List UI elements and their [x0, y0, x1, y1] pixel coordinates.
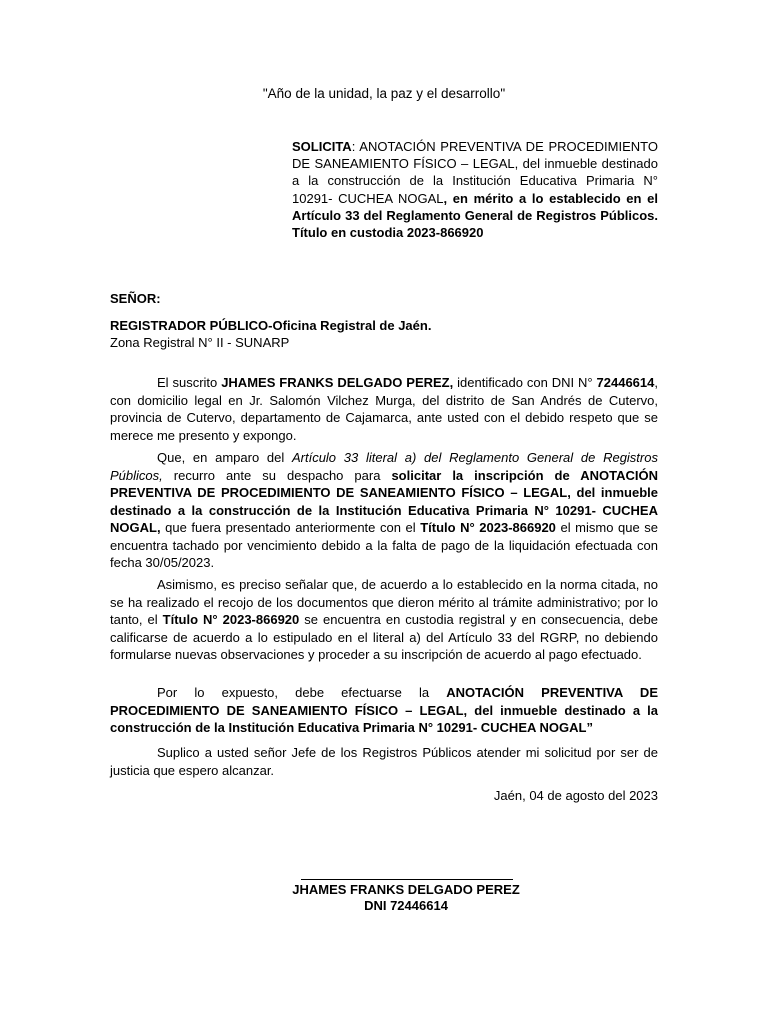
place-date: Jaén, 04 de agosto del 2023	[493, 788, 658, 803]
registrar-title: REGISTRADOR PÚBLICO-Oficina Registral de Jaén.	[110, 318, 432, 333]
p2-legal-reference: Artículo 33 literal a) del Reglamento General de Registros Públicos,	[110, 450, 658, 483]
p1-text-c: , con domicilio legal en Jr. Salomón Vilchez Murga, del distrito de San Andrés de Cutervo, provincia de Cutervo, departamento de Cajamarca, ante usted con el debido respeto que se merece me presento y expongo.	[110, 375, 658, 443]
signer-name: JHAMES FRANKS DELGADO PEREZ	[292, 882, 520, 897]
addressee-block	[110, 317, 658, 351]
solicita-legal-basis: , en mérito a lo establecido en el Artículo 33 del Reglamento General de Registros Públicos. Título en custodia 2023-866920	[292, 190, 658, 241]
p3-text-b: se encuentra en custodia registral y en consecuencia, debe calificarse de acuerdo a lo estipulado en el literal a) del Artículo 33 del RGRP, no debiendo formularse nuevas observaciones y proceder a su inscripción de acuerdo al pago efectuado.	[110, 612, 658, 662]
paragraph-3	[110, 576, 658, 664]
paragraph-5: Suplico a usted señor Jefe de los Registros Públicos atender mi solicitud por ser de justicia que espero alcanzar.	[110, 745, 658, 778]
year-motto: "Año de la unidad, la paz y el desarrollo"	[262, 86, 506, 101]
p1-text-b: identificado con DNI N°	[453, 375, 597, 390]
paragraph-1	[110, 374, 658, 444]
solicita-label: SOLICITA	[292, 139, 352, 154]
p3-titulo-number: Título N° 2023-866920	[162, 612, 300, 627]
signature-line	[301, 879, 513, 880]
signer-dni: DNI 72446614	[364, 898, 448, 913]
p2-titulo-number: Título N° 2023-866920	[420, 520, 556, 535]
applicant-dni: 72446614	[596, 375, 655, 390]
solicita-text: : ANOTACIÓN PREVENTIVA DE PROCEDIMIENTO DE SANEAMIENTO FÍSICO – LEGAL, del inmueble destinado a la construcción de la Institución Educativa Primaria N° 10291- CUCHEA NOGAL	[292, 139, 658, 206]
p2-text-a: Que, en amparo del	[157, 450, 292, 465]
applicant-name: JHAMES FRANKS DELGADO PEREZ,	[221, 375, 454, 390]
p4-text-a: Por lo expuesto, debe efectuarse la	[157, 685, 447, 700]
paragraph-4	[110, 684, 658, 737]
signature-block	[0, 882, 768, 914]
registral-zone: Zona Registral N° II - SUNARP	[110, 335, 290, 350]
p2-text-b: recurro ante su despacho para	[162, 467, 392, 483]
p4-request: ANOTACIÓN PREVENTIVA DE PROCEDIMIENTO DE SANEAMIENTO FÍSICO – LEGAL, del inmueble destinado a la construcción de la Institución Educativa Primaria N° 10291- CUCHEA NOGAL”	[110, 685, 658, 735]
paragraph-2	[110, 449, 658, 572]
solicita-block	[292, 138, 658, 241]
p2-request: solicitar la inscripción de ANOTACIÓN PREVENTIVA DE PROCEDIMIENTO DE SANEAMIENTO FÍSICO – LEGAL, del inmueble destinado a la construcción de la Institución Educativa Primaria N° 10291- CUCHEA NOGAL,	[110, 467, 658, 535]
salutation: SEÑOR:	[110, 291, 161, 306]
p2-text-c: que fuera presentado anteriormente con el	[160, 520, 421, 535]
p1-text-a: El suscrito	[157, 375, 222, 390]
p3-text-a: Asimismo, es preciso señalar que, de acuerdo a lo establecido en la norma citada, no se ha realizado el recojo de los documentos que dieron mérito al trámite administrativo; por lo tanto, el	[110, 577, 658, 627]
p2-text-d: el mismo que se encuentra tachado por vencimiento debido a la falta de pago de la liquidación efectuada con fecha 30/05/2023.	[110, 520, 658, 570]
